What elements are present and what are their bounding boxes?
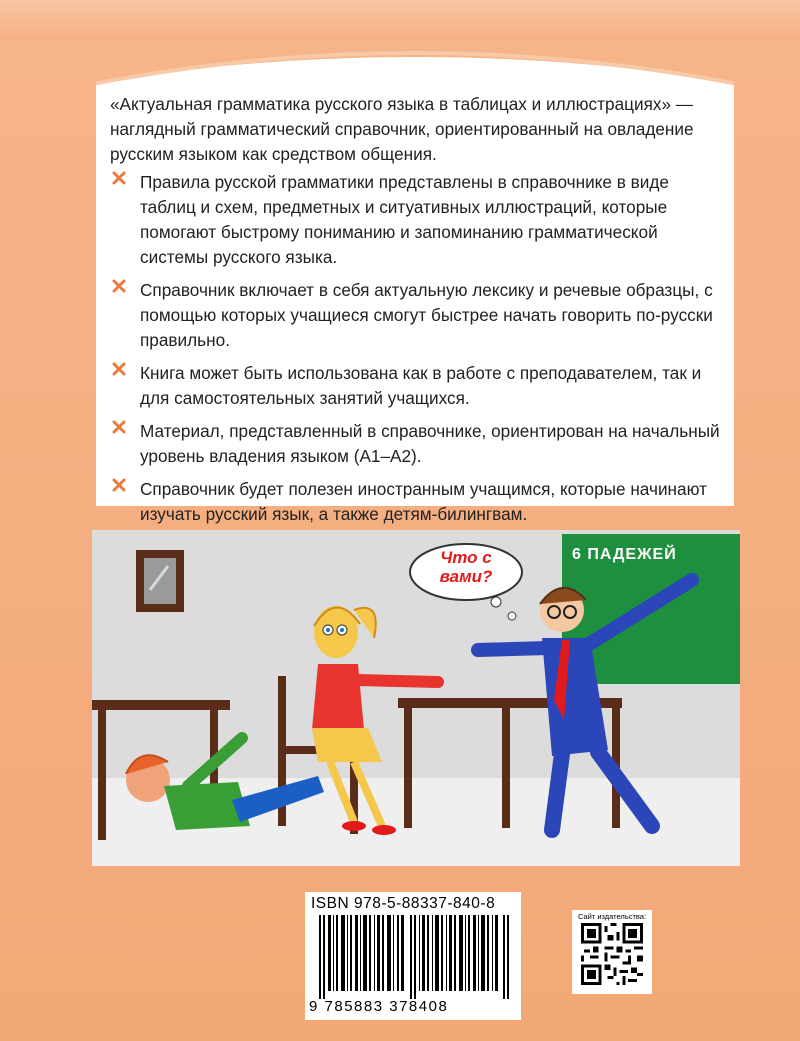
cross-bullet-icon [112,362,126,376]
list-item [110,477,722,527]
list-item-text: Справочник будет полезен иностранным учащимся, которые начинают изучать русский язык, а также детям-билингвам. [140,479,707,524]
speech-text: Что с вами? [439,548,493,586]
list-item [110,419,722,469]
list-item-text: Правила русской грамматики представлены в справочнике в виде таблиц и схем, предметных и ситуативных иллюстраций, которые помогают быстрому пониманию и запоминанию грамматической системы русского языка. [140,172,669,267]
list-item [110,170,722,270]
qr-label: Сайт издательства: [577,912,647,921]
barcode [305,892,521,1020]
list-item [110,361,722,411]
classroom-illustration [92,530,740,866]
list-item-text: Книга может быть использована как в работе с преподавателем, так и для самостоятельных занятий учащихся. [140,363,702,408]
intro-text: «Актуальная грамматика русского языка в таблицах и иллюстрациях» — наглядный грамматический справочник, ориентированный на овладение русским языком как средством общения. [110,94,694,164]
cross-bullet-icon [112,171,126,185]
cross-bullet-icon [112,420,126,434]
qr-code-block [572,910,652,994]
desk-middle [398,698,514,708]
list-item [110,278,722,353]
description-panel [96,82,734,524]
cross-bullet-icon [112,279,126,293]
qr-code [581,923,643,985]
list-item-text: Материал, представленный в справочнике, ориентирован на начальный уровень владения языком (А1–А2). [140,421,720,466]
feature-list [110,170,722,535]
barcode-number: 9 785883 378408 [309,998,449,1015]
list-item-text: Справочник включает в себя актуальную лексику и речевые образцы, с помощью которых учащиеся смогут быстрее начать говорить по-русски правильно. [140,280,713,350]
barcode-bars [319,915,509,999]
chalkboard-text: 6 ПАДЕЖЕЙ [572,546,677,563]
cross-bullet-icon [112,478,126,492]
isbn-label: ISBN 978-5-88337-840-8 [311,895,496,912]
desk-left [92,700,230,710]
